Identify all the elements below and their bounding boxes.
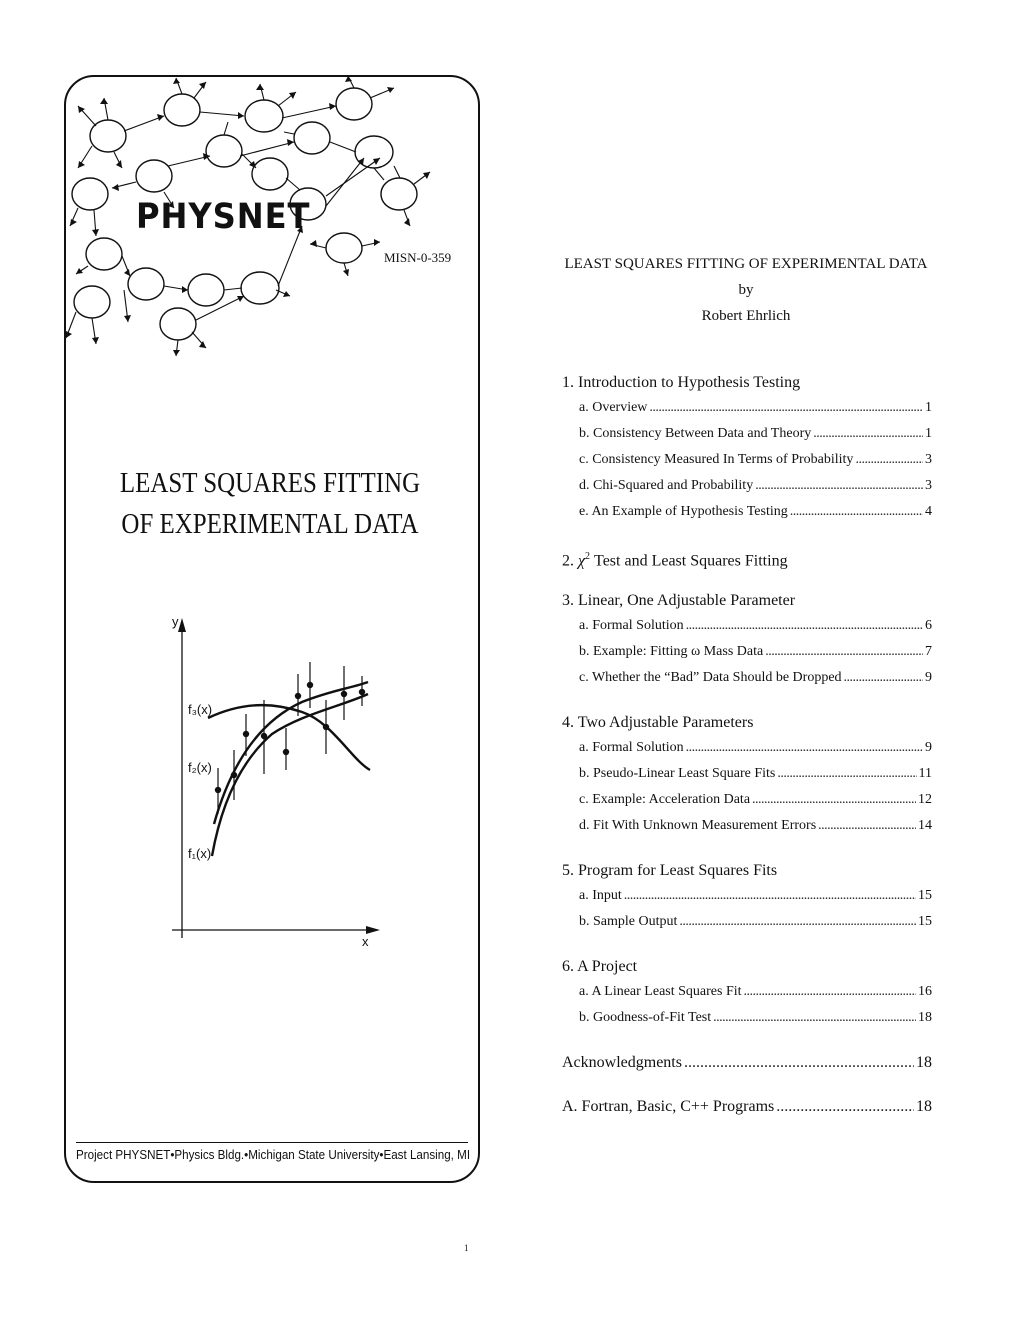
curve-label-f1: f₁(x) (188, 846, 212, 861)
toc-entry-label: c. Example: Acceleration Data (579, 792, 751, 807)
toc-entry[interactable] (562, 1008, 932, 1034)
leader-dots (844, 668, 923, 694)
leader-dots (755, 476, 923, 502)
toc-section-1[interactable]: 1. Introduction to Hypothesis Testing (562, 374, 801, 391)
leader-dots (752, 790, 916, 816)
toc-entry[interactable] (562, 616, 932, 642)
toc-entry-label: b. Example: Fitting ω Mass Data (579, 644, 764, 659)
leader-dots (790, 502, 923, 528)
leader-dots (765, 642, 923, 668)
toc-entry-label: Acknowledgments (562, 1054, 682, 1071)
module-id: MISN-0-359 (384, 250, 452, 265)
leader-dots (679, 912, 916, 938)
toc-section-5[interactable]: 5. Program for Least Squares Fits (562, 862, 778, 879)
cover-figure (172, 610, 382, 950)
cover-title-line-2: OF EXPERIMENTAL DATA (121, 508, 419, 540)
data-point (243, 731, 248, 736)
table-of-contents (562, 372, 932, 1122)
toc-entry-label: b. Pseudo-Linear Least Square Fits (579, 766, 776, 781)
cover-footer: Project PHYSNET•Physics Bldg.•Michigan State University•East Lansing, MI (76, 1148, 471, 1162)
toc-entry-label: b. Goodness-of-Fit Test (579, 1010, 712, 1025)
chi-symbol: χ (578, 552, 586, 570)
toc-entry-label: c. Whether the “Bad” Data Should be Dropped (579, 670, 842, 685)
document-title: LEAST SQUARES FITTING OF EXPERIMENTAL DATA (564, 256, 928, 272)
toc-entry[interactable] (562, 642, 932, 668)
toc-page-number: 18 (918, 1010, 932, 1025)
by-line: by (738, 282, 754, 298)
curve-label-f3: f₃(x) (188, 702, 213, 717)
toc-entry[interactable] (562, 790, 932, 816)
footer-divider (76, 1142, 468, 1143)
leader-dots (818, 816, 916, 842)
toc-entry-label: d. Chi-Squared and Probability (579, 478, 754, 493)
toc-entry-label: a. A Linear Least Squares Fit (579, 984, 742, 999)
toc-entry[interactable] (562, 738, 932, 764)
data-point (323, 724, 328, 729)
toc-entry[interactable] (562, 764, 932, 790)
leader-dots (686, 738, 923, 764)
toc-entry-label: d. Fit With Unknown Measurement Errors (579, 818, 817, 833)
toc-entry[interactable] (562, 450, 932, 476)
toc-page-number: 7 (925, 644, 932, 659)
toc-entry[interactable] (562, 982, 932, 1008)
toc-page-number: 15 (918, 914, 932, 929)
toc-page-number: 4 (925, 504, 932, 519)
data-point (215, 787, 220, 792)
data-point (295, 693, 300, 698)
chi-exponent: 2 (585, 551, 591, 562)
toc-acknowledgments[interactable] (562, 1052, 932, 1078)
data-point (283, 749, 288, 754)
y-axis-arrow-icon (178, 618, 186, 632)
toc-appendix-a[interactable] (562, 1096, 932, 1122)
data-point (359, 689, 364, 694)
toc-section-4[interactable]: 4. Two Adjustable Parameters (562, 714, 754, 731)
toc-page-number: 3 (925, 478, 932, 493)
toc-entry-label: a. Input (579, 888, 622, 903)
leader-dots (744, 982, 916, 1008)
toc-page-number: 3 (925, 452, 932, 467)
leader-dots (684, 1052, 914, 1078)
cover-title-line-1: LEAST SQUARES FITTING (119, 467, 421, 499)
toc-page-number: 1 (925, 400, 932, 415)
data-point (261, 733, 266, 738)
toc-page-number: 9 (925, 740, 932, 755)
toc-entry[interactable] (562, 398, 932, 424)
toc-entry[interactable] (562, 424, 932, 450)
toc-section-2[interactable] (562, 546, 932, 572)
curve-label-f2: f₂(x) (188, 760, 212, 775)
toc-page-number: 12 (918, 792, 932, 807)
toc-entry-label: b. Sample Output (579, 914, 678, 929)
toc-page-number: 18 (916, 1054, 932, 1071)
toc-page-number: 1 (925, 426, 932, 441)
section-2-title: Test and Least Squares Fitting (590, 552, 788, 570)
toc-entry[interactable] (562, 502, 932, 528)
toc-page-number: 18 (916, 1098, 932, 1115)
toc-entry-label: a. Overview (579, 400, 648, 415)
page-number: 1 (464, 1243, 469, 1253)
data-point (307, 682, 312, 687)
curve-f3 (208, 705, 370, 770)
toc-page-number: 9 (925, 670, 932, 685)
y-axis-label: y (172, 614, 179, 629)
toc-entry-label: e. An Example of Hypothesis Testing (579, 504, 788, 519)
data-point (231, 772, 236, 777)
toc-page-number: 11 (918, 766, 932, 781)
toc-entry-label: A. Fortran, Basic, C++ Programs (562, 1098, 775, 1115)
toc-entry[interactable] (562, 816, 932, 842)
x-axis-label: x (362, 934, 369, 949)
toc-entry-label: b. Consistency Between Data and Theory (579, 426, 812, 441)
toc-entry[interactable] (562, 476, 932, 502)
author: Robert Ehrlich (701, 308, 791, 324)
toc-entry-label: a. Formal Solution (579, 618, 684, 633)
leader-dots (813, 424, 923, 450)
toc-entry[interactable] (562, 912, 932, 938)
leader-dots (777, 764, 916, 790)
leader-dots (686, 616, 923, 642)
toc-entry[interactable] (562, 668, 932, 694)
toc-page-number: 6 (925, 618, 932, 633)
toc-section-3[interactable]: 3. Linear, One Adjustable Parameter (562, 592, 796, 609)
toc-entry-label: c. Consistency Measured In Terms of Probability (579, 452, 854, 467)
leader-dots (713, 1008, 916, 1034)
data-point (341, 691, 346, 696)
toc-page-number: 14 (918, 818, 932, 833)
x-axis-arrow-icon (366, 926, 380, 934)
toc-section-6[interactable]: 6. A Project (562, 958, 638, 975)
leader-dots (855, 450, 923, 476)
toc-entry-label: a. Formal Solution (579, 740, 684, 755)
title-block (555, 255, 937, 333)
section-2-prefix: 2. (562, 552, 578, 570)
leader-dots (649, 398, 923, 424)
toc-page-number: 15 (918, 888, 932, 903)
physnet-logo: PHYSNET (136, 197, 311, 237)
leader-dots (624, 886, 916, 912)
leader-dots (776, 1096, 914, 1122)
cover-title (93, 463, 447, 545)
toc-entry[interactable] (562, 886, 932, 912)
toc-page-number: 16 (918, 984, 932, 999)
